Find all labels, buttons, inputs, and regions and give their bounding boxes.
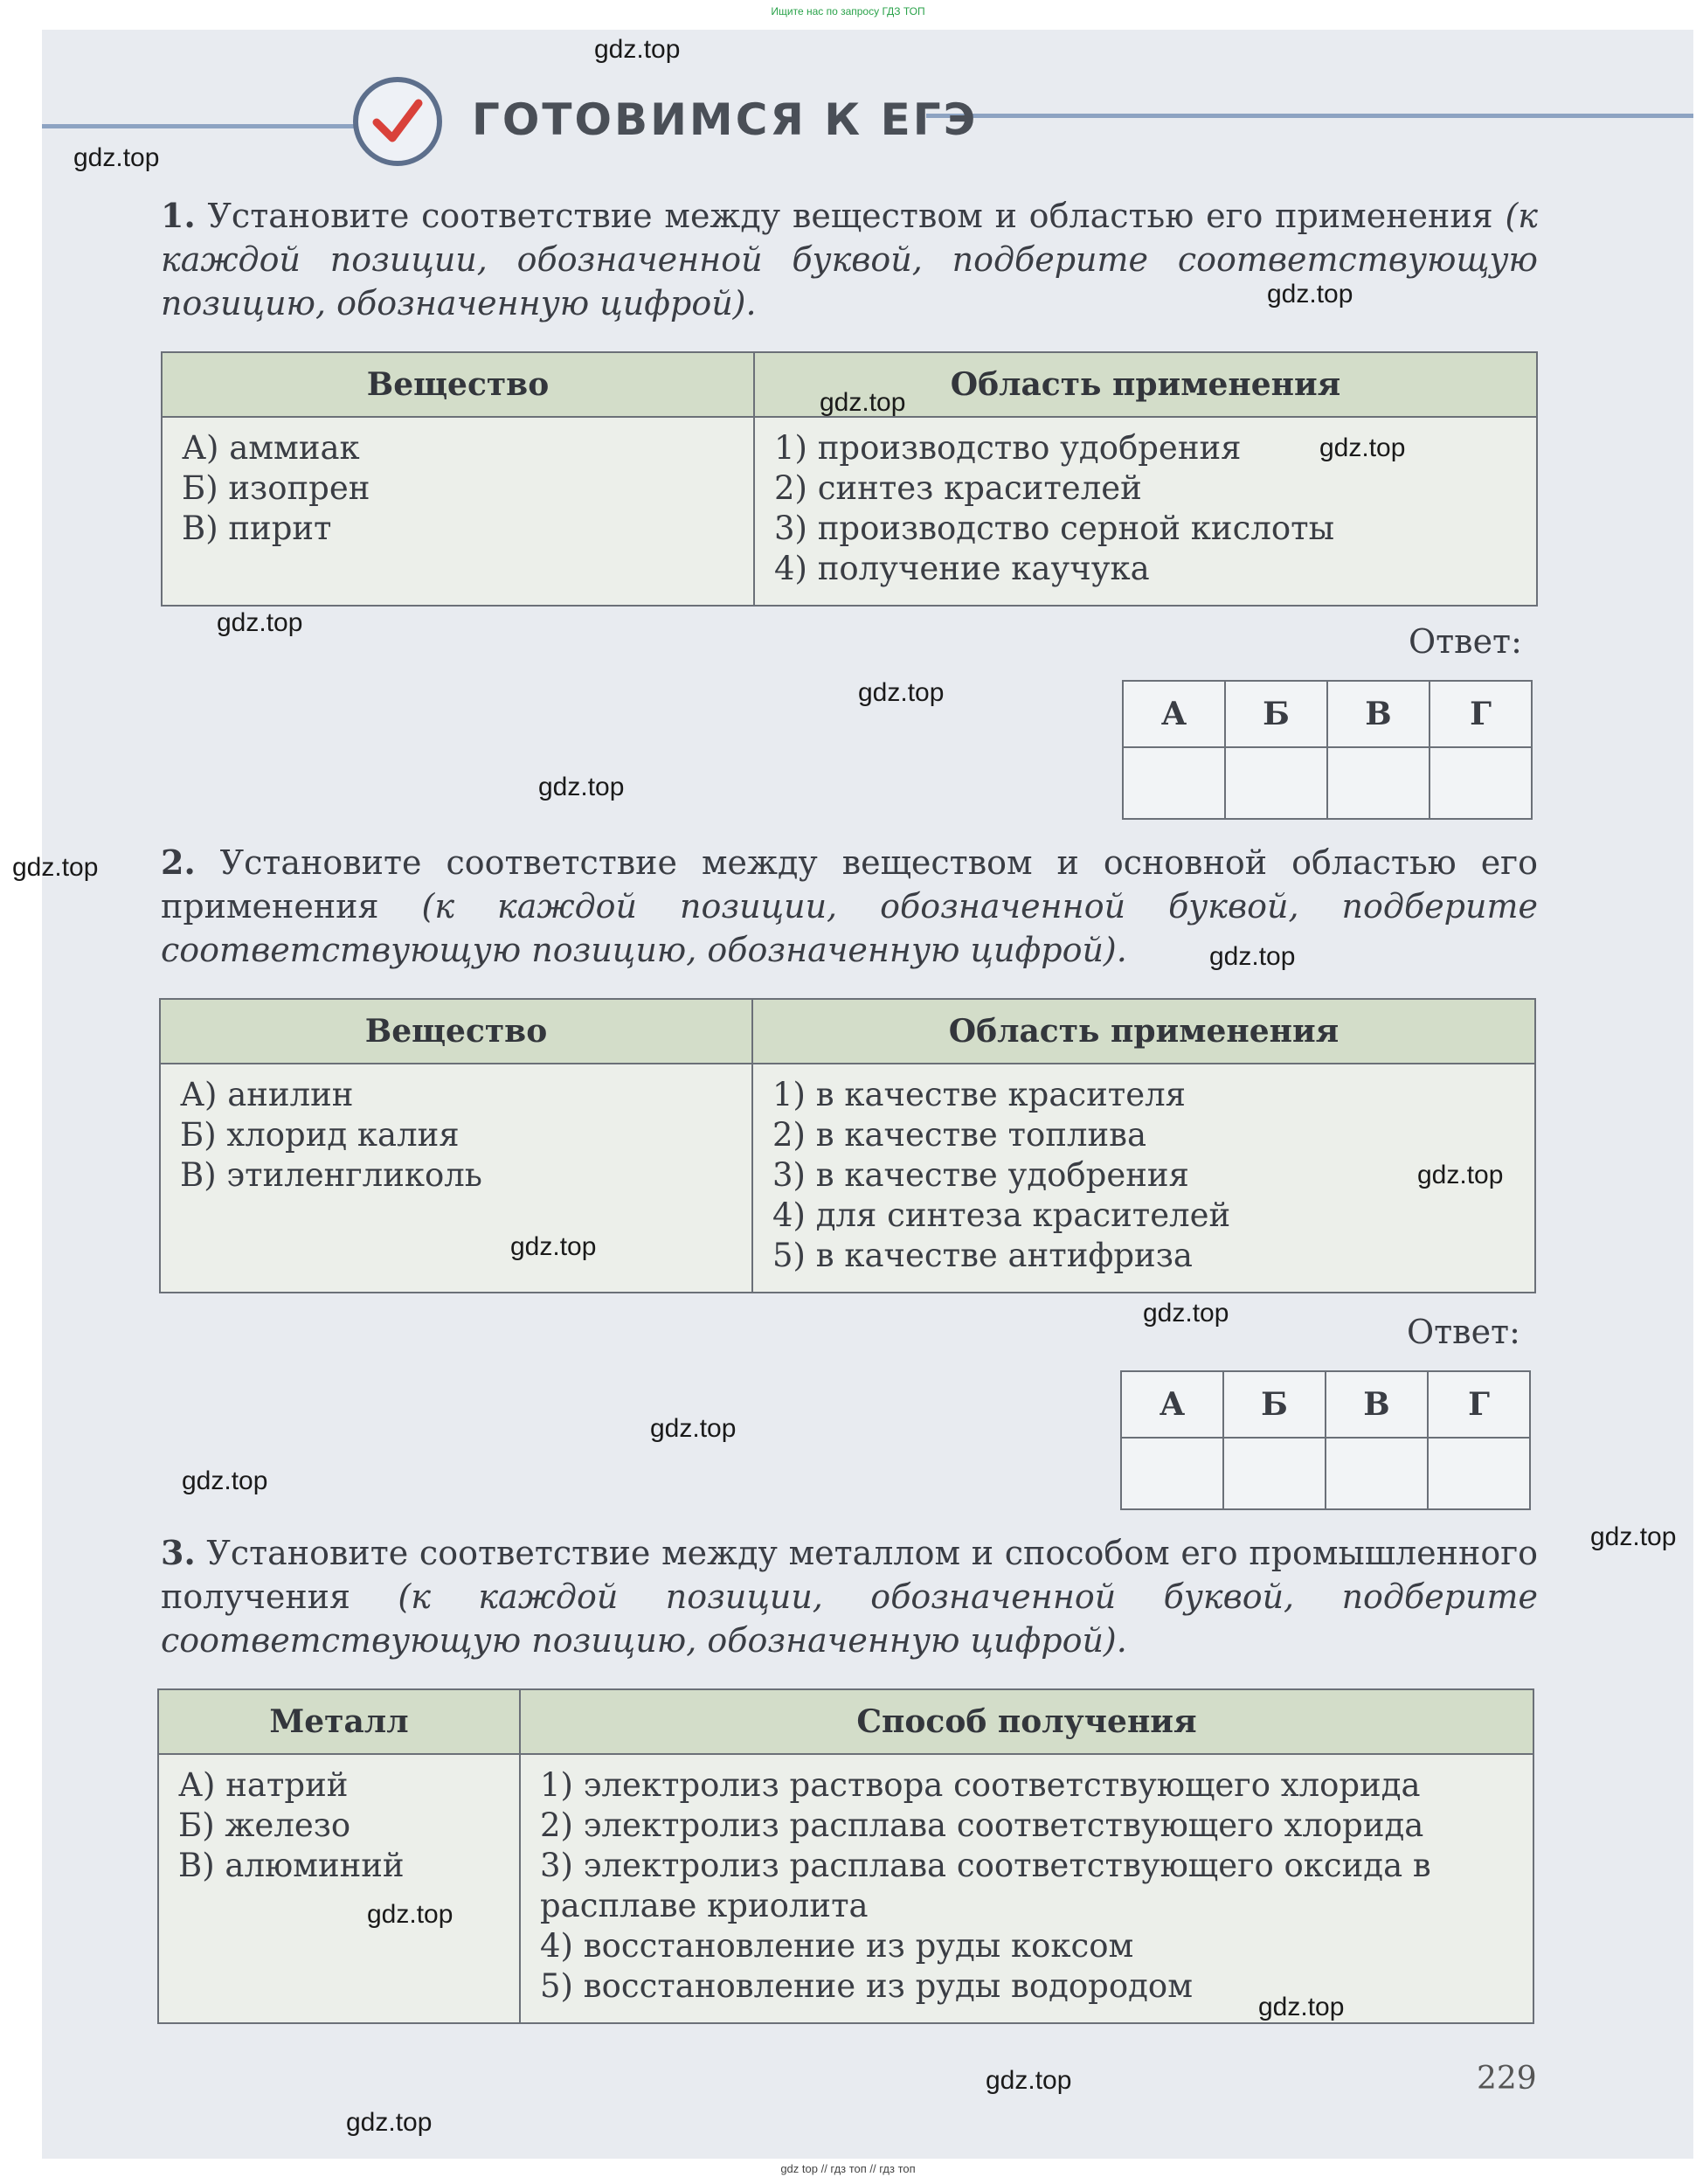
task-2-answer-grid [1120, 1370, 1531, 1510]
watermark: gdz.top [858, 678, 945, 707]
list-item: Б) изопрен [182, 469, 370, 507]
list-item: 3) в качестве удобрения [772, 1156, 1189, 1194]
watermark: gdz.top [1258, 1993, 1345, 2021]
watermark: gdz.top [986, 2066, 1072, 2095]
answer-cell[interactable] [1123, 747, 1225, 819]
answer-header: А [1121, 1371, 1223, 1438]
list-item: 3) производство серной кислоты [774, 510, 1335, 547]
watermark: gdz.top [820, 388, 906, 417]
list-item: 4) для синтеза красителей [772, 1196, 1231, 1234]
column-header: Область применения [752, 999, 1535, 1064]
answer-header: А [1123, 681, 1225, 747]
answer-cell[interactable] [1429, 747, 1532, 819]
left-column-cell [162, 417, 754, 606]
header-rule-left [42, 124, 358, 128]
list-item: 1) производство удобрения [774, 429, 1242, 467]
list-item: А) аммиак [182, 429, 360, 467]
header-rule-right [926, 114, 1693, 118]
answer-label: Ответ: [1409, 622, 1522, 661]
task-3-table [157, 1688, 1534, 2024]
task-hint: (к каждой позиции, обозначенной буквой, подберите соответствующую позицию, обозначенную цифрой). [161, 1577, 1538, 1660]
task-statement: Установите соответствие между веществом и областью его применения [207, 197, 1493, 235]
answer-label: Ответ: [1407, 1313, 1520, 1351]
answer-header: В [1326, 1371, 1428, 1438]
page-number: 229 [1477, 2061, 1537, 2097]
right-column-cell [520, 1754, 1533, 2023]
column-header: Вещество [162, 352, 754, 417]
list-item: В) алюминий [178, 1847, 405, 1884]
task-1-answer-grid [1122, 680, 1533, 820]
watermark: gdz.top [367, 1900, 453, 1929]
list-item: Б) железо [178, 1806, 351, 1844]
list-item: 5) в качестве антифриза [772, 1237, 1193, 1274]
answer-header: Б [1225, 681, 1327, 747]
watermark: gdz.top [1209, 942, 1296, 971]
watermark: gdz.top [182, 1466, 268, 1495]
answer-cell[interactable] [1223, 1438, 1326, 1509]
answer-cell[interactable] [1225, 747, 1327, 819]
column-header: Вещество [160, 999, 752, 1064]
list-item: Б) хлорид калия [180, 1116, 460, 1154]
column-header: Способ получения [520, 1689, 1533, 1754]
watermark: gdz.top [1319, 433, 1406, 462]
answer-cell[interactable] [1428, 1438, 1530, 1509]
task-2-text [161, 841, 1538, 972]
task-hint: (к каждой позиции, обозначенной буквой, подберите соответствующую позицию, обозначенную цифрой). [161, 197, 1538, 322]
watermark: gdz.top [510, 1232, 597, 1261]
task-number: 1. [161, 196, 196, 235]
watermark: gdz.top [538, 773, 625, 801]
answer-cell[interactable] [1121, 1438, 1223, 1509]
task-hint: (к каждой позиции, обозначенной буквой, подберите соответствующую позицию, обозначенную цифрой). [161, 887, 1538, 969]
answer-header: Г [1428, 1371, 1530, 1438]
task-statement: Установите соответствие между металлом и способом его промышленного получения [161, 1534, 1538, 1616]
watermark: gdz.top [1267, 280, 1353, 309]
left-column-cell [158, 1754, 520, 2023]
section-title: ГОТОВИМСЯ К ЕГЭ [472, 94, 979, 145]
task-number: 3. [161, 1533, 196, 1572]
watermark: gdz.top [12, 853, 99, 882]
task-2-table [159, 998, 1536, 1293]
list-item: 1) электролиз раствора соответствующего хлорида [540, 1766, 1421, 1804]
list-item: В) пирит [182, 510, 332, 547]
list-item: В) этиленгликоль [180, 1156, 482, 1194]
list-item: 2) в качестве топлива [772, 1116, 1147, 1154]
answer-header: Б [1223, 1371, 1326, 1438]
watermark: gdz.top [650, 1414, 737, 1443]
watermark: gdz.top [73, 143, 160, 172]
watermark: gdz.top [1590, 1522, 1677, 1551]
list-item: А) натрий [178, 1766, 349, 1804]
watermark: gdz.top [346, 2108, 433, 2137]
answer-cell[interactable] [1326, 1438, 1428, 1509]
list-item: 4) получение каучука [774, 550, 1150, 587]
list-item: 2) электролиз расплава соответствующего хлорида [540, 1806, 1424, 1844]
task-number: 2. [161, 842, 196, 882]
bottom-note: gdz top // гдз топ // гдз топ [780, 2162, 916, 2175]
watermark: gdz.top [1417, 1161, 1504, 1189]
column-header: Область применения [754, 352, 1537, 417]
watermark: gdz.top [594, 35, 681, 64]
left-column-cell [160, 1064, 752, 1293]
list-item: 4) восстановление из руды коксом [540, 1927, 1134, 1965]
column-header: Металл [158, 1689, 520, 1754]
task-3-text [161, 1531, 1538, 1662]
list-item: А) анилин [180, 1076, 354, 1113]
list-item: 5) восстановление из руды водородом [540, 1967, 1193, 2005]
watermark: gdz.top [1143, 1299, 1229, 1328]
list-item: 2) синтез красителей [774, 469, 1142, 507]
check-icon [371, 98, 424, 145]
list-item: 3) электролиз расплава соответствующего оксида в расплаве криолита [540, 1847, 1431, 1924]
answer-cell[interactable] [1327, 747, 1429, 819]
task-statement: Установите соответствие между веществом и основной областью его применения [161, 843, 1538, 926]
answer-header: Г [1429, 681, 1532, 747]
right-column-cell [754, 417, 1537, 606]
check-badge [353, 77, 442, 166]
watermark: gdz.top [217, 608, 303, 637]
answer-header: В [1327, 681, 1429, 747]
list-item: 1) в качестве красителя [772, 1076, 1187, 1113]
top-note: Ищите нас по запросу ГДЗ ТОП [771, 5, 925, 17]
